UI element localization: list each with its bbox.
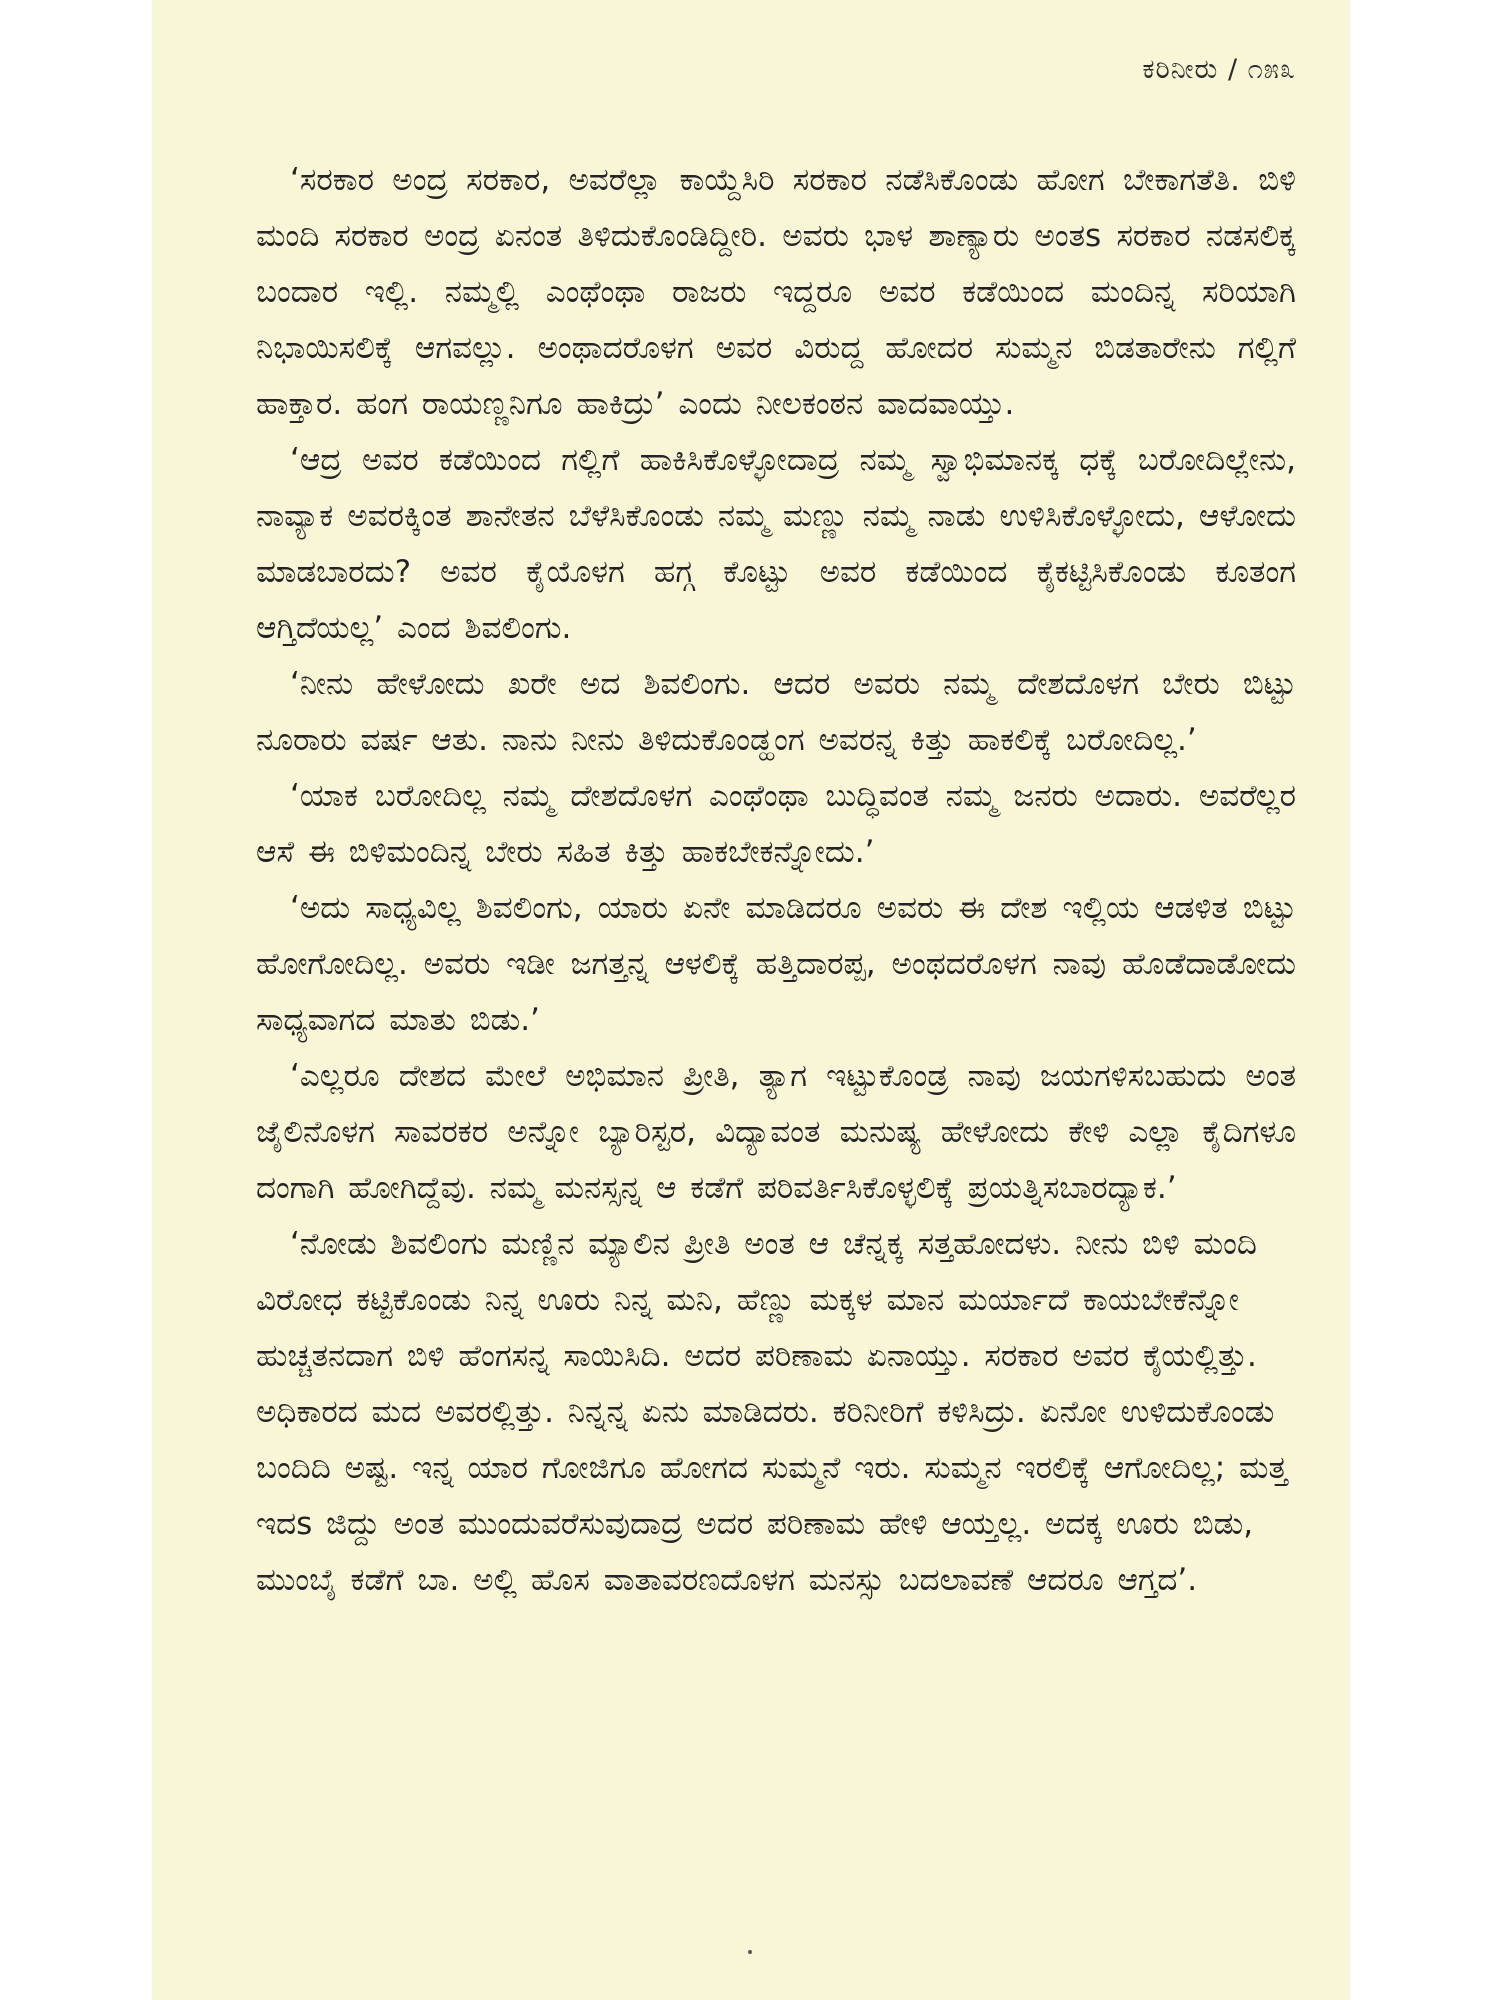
paragraph: ‘ನೀನು ಹೇಳೋದು ಖರೇ ಅದ ಶಿವಲಿಂಗು. ಆದರ ಅವರು ನಮ್ಮ ದೇಶದೊಳಗ ಬೇರು ಬಿಟ್ಟು ನೂರಾರು ವರ್ಷ ಆತು. ನಾನು ನೀನು ತಿಳಿದುಕೊಂಡ್ಹಂಗ ಅವರನ್ನ ಕಿತ್ತು ಹಾಕಲಿಕ್ಕೆ ಬರೋದಿಲ್ಲ.’: [256, 666, 1296, 758]
paragraph: ‘ಯಾಕ ಬರೋದಿಲ್ಲ ನಮ್ಮ ದೇಶದೊಳಗ ಎಂಥೆಂಥಾ ಬುದ್ಧಿವಂತ ನಮ್ಮ ಜನರು ಅದಾರು. ಅವರೆಲ್ಲರ ಆಸೆ ಈ ಬಿಳಿಮಂದಿನ್ನ ಬೇರು ಸಹಿತ ಕಿತ್ತು ಹಾಕಬೇಕನ್ನೋದು.’: [256, 778, 1296, 870]
book-page: [152, 0, 1350, 2000]
paragraph: ‘ಅದು ಸಾಧ್ಯವಿಲ್ಲ ಶಿವಲಿಂಗು, ಯಾರು ಏನೇ ಮಾಡಿದರೂ ಅವರು ಈ ದೇಶ ಇಲ್ಲಿಯ ಆಡಳಿತ ಬಿಟ್ಟು ಹೋಗೋದಿಲ್ಲ. ಅವರು ಇಡೀ ಜಗತ್ತನ್ನ ಆಳಲಿಕ್ಕೆ ಹತ್ತಿದಾರಪ್ಪ, ಅಂಥದರೊಳಗ ನಾವು ಹೊಡೆದಾಡೋದು ಸಾಧ್ಯವಾಗದ ಮಾತು ಬಿಡು.’: [256, 890, 1296, 1038]
paragraph: ‘ನೋಡು ಶಿವಲಿಂಗು ಮಣ್ಣಿನ ಮ್ಯಾಲಿನ ಪ್ರೀತಿ ಅಂತ ಆ ಚೆನ್ನಕ್ಕ ಸತ್ತಹೋದಳು. ನೀನು ಬಿಳಿ ಮಂದಿ ವಿರೋಧ ಕಟ್ಟಿಕೊಂಡು ನಿನ್ನ ಊರು ನಿನ್ನ ಮನಿ, ಹೆಣ್ಣು ಮಕ್ಕಳ ಮಾನ ಮರ್ಯಾದೆ ಕಾಯಬೇಕೆನ್ನೋ ಹುಚ್ಚತನದಾಗ ಬಿಳಿ ಹೆಂಗಸನ್ನ ಸಾಯಿಸಿದಿ. ಅದರ ಪರಿಣಾಮ ಏನಾಯ್ತು. ಸರಕಾರ ಅವರ ಕೈಯಲ್ಲಿತ್ತು. ಅಧಿಕಾರದ ಮದ ಅವರಲ್ಲಿತ್ತು. ನಿನ್ನನ್ನ ಏನು ಮಾಡಿದರು. ಕರಿನೀರಿಗೆ ಕಳಿಸಿದ್ರು. ಏನೋ ಉಳಿದುಕೊಂಡು ಬಂದಿದಿ ಅಷ್ಟ. ಇನ್ನ ಯಾರ ಗೋಜಿಗೂ ಹೋಗದ ಸುಮ್ಮನೆ ಇರು. ಸುಮ್ಮನ ಇರಲಿಕ್ಕೆ ಆಗೋದಿಲ್ಲ; ಮತ್ತ ಇದs ಜಿದ್ದು ಅಂತ ಮುಂದುವರೆಸುವುದಾದ್ರ ಅದರ ಪರಿಣಾಮ ಹೇಳಿ ಆಯ್ತಲ್ಲ. ಅದಕ್ಕ ಊರು ಬಿಡು, ಮುಂಬೈ ಕಡೆಗೆ ಬಾ. ಅಲ್ಲಿ ಹೊಸ ವಾತಾವರಣದೊಳಗ ಮನಸ್ಸು ಬದಲಾವಣೆ ಆದರೂ ಆಗ್ತದ’.: [256, 1226, 1288, 1598]
page-body: [256, 152, 1296, 1608]
paragraph: ‘ಸರಕಾರ ಅಂದ್ರ ಸರಕಾರ, ಅವರೆಲ್ಲಾ ಕಾಯ್ದೆಸಿರಿ ಸರಕಾರ ನಡೆಸಿಕೊಂಡು ಹೋಗ ಬೇಕಾಗತೆತಿ. ಬಿಳಿ ಮಂದಿ ಸರಕಾರ ಅಂದ್ರ ಏನಂತ ತಿಳಿದುಕೊಂಡಿದ್ದೀರಿ. ಅವರು ಭಾಳ ಶಾಣ್ಯಾರು ಅಂತs ಸರಕಾರ ನಡಸಲಿಕ್ಕ ಬಂದಾರ ಇಲ್ಲಿ. ನಮ್ಮಲ್ಲಿ ಎಂಥೆಂಥಾ ರಾಜರು ಇದ್ದರೂ ಅವರ ಕಡೆಯಿಂದ ಮಂದಿನ್ನ ಸರಿಯಾಗಿ ನಿಭಾಯಿಸಲಿಕ್ಕೆ ಆಗವಲ್ಲು. ಅಂಥಾದರೊಳಗ ಅವರ ವಿರುದ್ದ ಹೋದರ ಸುಮ್ಮನ ಬಿಡತಾರೇನು ಗಲ್ಲಿಗೆ ಹಾಕ್ತಾರ. ಹಂಗ ರಾಯಣ್ಣನಿಗೂ ಹಾಕಿದ್ರು’ ಎಂದು ನೀಲಕಂಠನ ವಾದವಾಯ್ತು.: [256, 162, 1296, 422]
print-speck: [748, 1950, 752, 1954]
running-head: ಕರಿನೀರು / ೧೫೩: [1142, 54, 1296, 85]
paragraph: ‘ಎಲ್ಲರೂ ದೇಶದ ಮೇಲೆ ಅಭಿಮಾನ ಪ್ರೀತಿ, ತ್ಯಾಗ ಇಟ್ಟುಕೊಂಡ್ರ ನಾವು ಜಯಗಳಿಸಬಹುದು ಅಂತ ಜೈಲಿನೊಳಗ ಸಾವರಕರ ಅನ್ನೋ ಬ್ಯಾರಿಸ್ಟರ, ವಿದ್ಯಾವಂತ ಮನುಷ್ಯ ಹೇಳೋದು ಕೇಳಿ ಎಲ್ಲಾ ಕೈದಿಗಳೂ ದಂಗಾಗಿ ಹೋಗಿದ್ದೆವು. ನಮ್ಮ ಮನಸ್ಸನ್ನ ಆ ಕಡೆಗೆ ಪರಿವರ್ತಿಸಿಕೊಳ್ಳಲಿಕ್ಕೆ ಪ್ರಯತ್ನಿಸಬಾರದ್ಯಾಕ.’: [256, 1058, 1296, 1206]
paragraph: ‘ಆದ್ರ ಅವರ ಕಡೆಯಿಂದ ಗಲ್ಲಿಗೆ ಹಾಕಿಸಿಕೊಳ್ಳೋದಾದ್ರ ನಮ್ಮ ಸ್ವಾಭಿಮಾನಕ್ಕ ಧಕ್ಕೆ ಬರೋದಿಲ್ಲೇನು, ನಾವ್ಯಾಕ ಅವರಕ್ಕಿಂತ ಶಾನೇತನ ಬೆಳೆಸಿಕೊಂಡು ನಮ್ಮ ಮಣ್ಣು ನಮ್ಮ ನಾಡು ಉಳಿಸಿಕೊಳ್ಳೋದು, ಆಳೋದು ಮಾಡಬಾರದು? ಅವರ ಕೈಯೊಳಗ ಹಗ್ಗ ಕೊಟ್ಟು ಅವರ ಕಡೆಯಿಂದ ಕೈಕಟ್ಟಿಸಿಕೊಂಡು ಕೂತಂಗ ಆಗ್ತಿದೆಯಲ್ಲ’ ಎಂದ ಶಿವಲಿಂಗು.: [256, 442, 1296, 646]
